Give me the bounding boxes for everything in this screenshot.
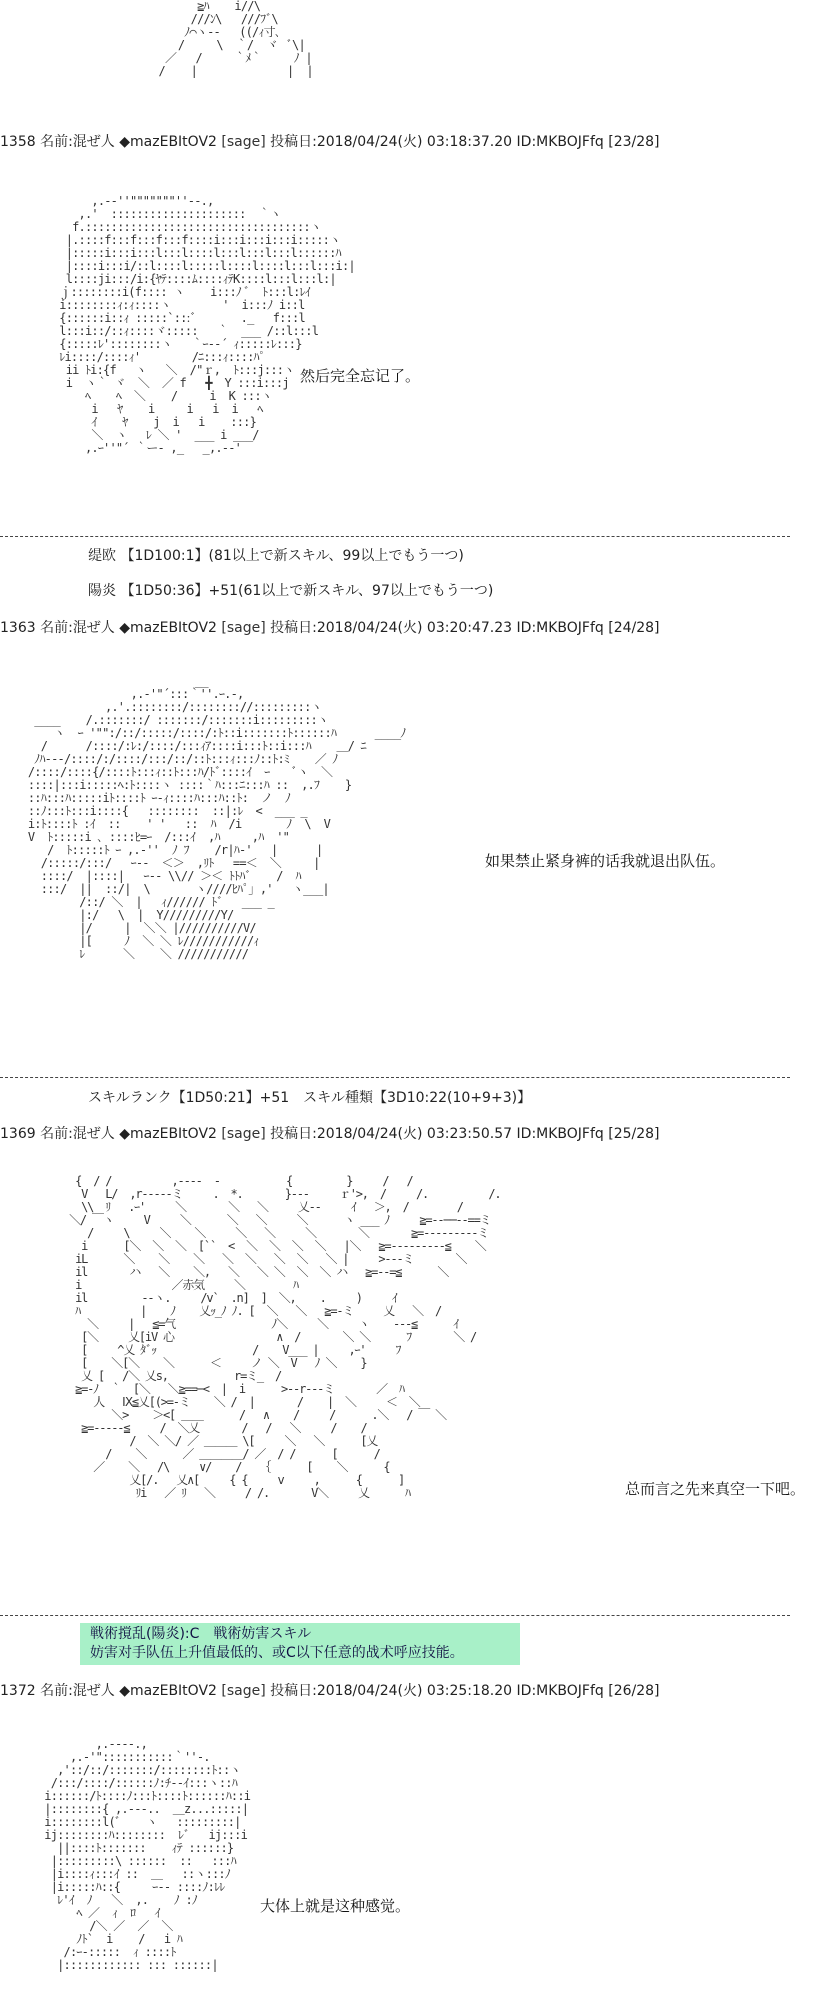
tripcode: ◆mazEBItOV2 bbox=[119, 1683, 217, 1699]
ascii-art-post-1372: ,.-‐‐‐., ,.-'":::::::::::｀''‐. ,'::/::/:::::::/::::::::ﾄ::ヽ /:::/::::/::::::ﾉ:ﾁ-‐ｲ:::ヽ::ﾊ i::::::/ﾄ::::ﾉ:::ﾄ::::ﾄ::::::ﾊ::i |::::::::{ ,.-‐-.. ＿z...:::::| i::::::::l(ﾞ ヽ :::::::::| ij::::::::ﾊ:::::::: ﾚﾞ ij:::i ||::::ﾄ::::::: ｨﾃ ::::::} |:::::::::\ :::::: :: :::ﾊ |i::::ｨ:::ｲ :: ＿ ::ヽ:::ﾉ |i:::::ﾊ::{ ｰ-‐ ::::ﾉ:ﾚﾚ ﾚ'ｲ ﾉ ＼ ,. ﾉ :ﾉ ﾍ ／ ｨ ﾛ ｲ /＼ ／ ／ ＼ ﾉﾄ` i / i ﾊ /:ｰ-::::: ｨ ::::ﾄ |:::::::::::: ::: ::::::| bbox=[44, 1737, 251, 1972]
poster-id: ID:MKBOJFfq bbox=[516, 620, 604, 636]
divider bbox=[0, 1615, 790, 1616]
poster-id: ID:MKBOJFfq bbox=[516, 134, 604, 150]
poster-name: 混ぜ人 bbox=[72, 134, 115, 150]
name-label: 名前: bbox=[40, 620, 73, 636]
name-label: 名前: bbox=[40, 134, 73, 150]
dice-roll-3: スキルランク【1D50:21】+51 スキル種類【3D10:22(10+9+3)】 bbox=[88, 1090, 532, 1106]
ascii-art-post-1369: { / / ,---- - { } / / V L/ ,r-----ミ . *. }--- ｒ'>, / /. /. \\ ﾘ .ｰ' ＼ ＼ ＼ 乂-- ｲ ＞, / / ＼/ ￣ヽ V ＼ ＼ ＼ ＼ ヽ ___ ﾉ ≧=--──--==ミ / \ ＼ ＼ ＼ ＼ ＼ ＼ ≧=---------ミ i [＼ ＼ ＼ [`` < ＼ ＼ ＼ ＼ |＼ ≧=---------≦ ＼ iL ＼ ＼ ＼ ＼ ＼ ＼ ＼ ＼ | >---ミ ＼ il ハ ＼ ＼, ＼ ＼ ＼ ＼ ＼ ハ ≧=--=≦ ＼ i ／赤気 ＼ ﾊ il --ヽ. /v` .n] ] ＼, . ) ｲ ﾊ | ﾉ 乂ｯ_ﾉ ﾉ. [ ＼ ＼ ≧=-ミ 乂 ＼ / ＼ | ≦=气 ﾉ＼ ＼ ヽ ---≦ ｲ [＼ 乂[iV 心 ∧ / ＼ ＼ ﾌ ＼ / [ ^乂 ﾀﾞｯ / V___ | ,ｰ' ﾌ [ ＼[＼ ＼ ＜ ノ ＼ V ﾉ ＼ } 乂 [ /＼ 乂s, r=ミ_ / ≧=-ﾉ ｀ [＼ ＼≧==─< | i >--r---ミ ／ ﾊ 人 Ⅸ≦乂[(>=-ミ ＼ / | / | ＼ ＜ ＼ ＼> ＞<[ ＿＿ / ∧ / / .＼ / ￣ ＼ ≧=-----≦ / ＼乂 / / ＼ / / / ＼ ＼/ ／ ＿＿＿ \[ ＼ ＼ [乂 / ＼ ／ ＿＿＿＿/ ／ / / [ / ／ ＼ /\ ∨/ / ｛ [ ＼ { 乂[/. 乂∧[ { { v , { ] ﾘi ／ ﾘ ＼ / /. V＼ 乂 ﾊ bbox=[69, 1174, 501, 1500]
ascii-art-post-1363: __ ,.-'"´:::｀''.ｰ.-, ,.'.::::::::/:::::::://:::::::::ヽ ____ /.:::::::/ :::::::/:::::::i:::::::::ヽ ヽ ｰ '"":/::/:::::/::::/:ﾄ::i:::::::ﾄ::::::ﾊ ____ﾉ / /::::/:ﾚ:/::::/:::ｨｱ::::i:::ﾄ::i:::ﾊ ＿/ ﾆ ﾉﾊ--‐/::::/:/::::/:::/::/::ﾄ:::ｨ:::ﾉ::ﾄ:ﾐ ／ ﾉ /::::/::::{/::::ﾄ:::ｨ::ﾄ:::ﾊ/ﾄﾞ::::ｲ ｰ ﾞヽ ＼ ::::|:::i:::::ﾍ:ﾄ::::ヽ ::::｀ﾊ:::ﾆ:::ﾊ :: ,.ﾌ } ::ﾊ:::ﾊ:::::iﾄ::::ﾄ ｰ-ｨ::::ﾊ:::ﾊ::ﾄ: ノ ﾉ ::ﾉ:::ﾄ:::i::::{ :::::::: ::|:ﾚ < ___ _ i:ﾄ::::ﾄ :ｲ :: ' ' :: ﾊ /i ﾉ \ V V ﾄ:::::i ､ ::::ﾋ=ｰ /:::ｲ ,ﾊ ,ﾊ '" / ﾄ:::::ﾄ ｰ ,.-'' ﾉ ﾌ /r|ﾊ-' | | /:::::/:::/ ｰ-‐ ＜＞ ,ﾘﾄ ==＜ ＼ | ::::/ |::::| ｰ-‐ \\// ＞＜ ﾄﾄﾊﾞ / ﾊ :::/ || ::/| \ ヽ////ﾋﾊﾟ｣ ,' ヽ___| /::/ ＼ | ｨ////// ﾄﾞ ___ _ |:/ \ | Y/////////Y/ |/ | ＼＼ |//////////V/ |[ ﾉ ＼ ＼ ﾚ///////////ｨ ﾚ ＼ ＼ /////////// bbox=[27, 674, 406, 961]
mail-field: [sage] bbox=[221, 620, 266, 636]
post-header-1358 bbox=[0, 131, 660, 151]
skill-line-2: 妨害对手队伍上升值最低的、或C以下任意的战术呼应技能。 bbox=[90, 1645, 464, 1661]
post-counter: [24/28] bbox=[608, 620, 660, 636]
divider bbox=[0, 536, 790, 537]
poster-name: 混ぜ人 bbox=[72, 620, 115, 636]
poster-name: 混ぜ人 bbox=[72, 1126, 115, 1142]
poster-id: ID:MKBOJFfq bbox=[516, 1683, 604, 1699]
post-number: 1363 bbox=[0, 620, 36, 636]
mail-field: [sage] bbox=[221, 1126, 266, 1142]
dialogue-1372: 大体上就是这种感觉。 bbox=[260, 1897, 411, 1915]
dice-roll-1: 缇欧 【1D100:1】(81以上で新スキル、99以上でもう一つ) bbox=[88, 548, 464, 564]
poster-id: ID:MKBOJFfq bbox=[516, 1126, 604, 1142]
post-counter: [25/28] bbox=[608, 1126, 660, 1142]
post-date: 2018/04/24(火) 03:18:37.20 bbox=[316, 134, 513, 150]
post-date: 2018/04/24(火) 03:23:50.57 bbox=[316, 1126, 513, 1142]
date-label: 投稿日: bbox=[270, 1683, 317, 1699]
divider bbox=[0, 1077, 790, 1078]
skill-description-box bbox=[80, 1623, 520, 1665]
dialogue-1363: 如果禁止紧身裤的话我就退出队伍。 bbox=[485, 852, 726, 870]
date-label: 投稿日: bbox=[270, 134, 317, 150]
tripcode: ◆mazEBItOV2 bbox=[119, 1126, 217, 1142]
post-number: 1369 bbox=[0, 1126, 36, 1142]
post-date: 2018/04/24(火) 03:25:18.20 bbox=[316, 1683, 513, 1699]
mail-field: [sage] bbox=[221, 134, 266, 150]
date-label: 投稿日: bbox=[270, 1126, 317, 1142]
post-number: 1372 bbox=[0, 1683, 36, 1699]
mail-field: [sage] bbox=[221, 1683, 266, 1699]
dialogue-1369: 总而言之先来真空一下吧。 bbox=[625, 1480, 806, 1498]
post-counter: [26/28] bbox=[608, 1683, 660, 1699]
post-header-1369 bbox=[0, 1123, 660, 1143]
poster-name: 混ぜ人 bbox=[72, 1683, 115, 1699]
ascii-art-post-1358: ,.-‐''"""""""''‐-., ,.' ::::::::::::::::::::: ｀ヽ f.:::::::::::::::::::::::::::::::::::ヽ |.::::f:::f:::f:::f::::i:::i:::i:::i:::::ヽ |:::::i:::i:::l:::l::::l:::l:::l:::l::::::ﾊ |::::i:::i/::l::::l:::::l::::l::::l:::l:::i:| l::::ji:::/i:{ﾔﾃ::::ﾑ::::ｨﾃK::::l:::l:::l:| ｊ::::::::i(f:::: ヽ i:::ﾉ ﾞ ﾄ:::l:ﾚｲ i::::::::ｨ:ｨ::::ヽ ' i:::ﾉ i::l {::::::i::ｨ :::::`:::ﾞ ._ f:::l l:::i::/::ｨ::::ヾ::::: ｀ ___ /::l:::l {:::::ﾚ'::::::::ヽ ｀ｰ-‐´ ｨ:::::ﾚ:::} ﾚi::::/::::ｨ' /ﾆ:::ｨ::::ﾊﾟ ii ﾄi:{f ヽ ＼ /"ｒ, ﾄ:::j:::ヽ i ヽ｀ ヾ ＼ ／ f ╋ Y :::i:::j ﾍ ﾍ ＼ / i K :::ヽ i ﾔ i i i i ﾍ ｲ ﾔ j i i :::} ＼ ヽ ﾚ ＼ ' ___ i ___/ ,.ｰ''"´ ｀ー- ,_ _,.-‐' bbox=[59, 194, 355, 455]
ascii-art-top: ≧ﾊ i//\ ///ﾝ\ ///ﾌﾞ\ ﾉ⌒ヽ-- ((/ｨ寸､ / \ ｀/ ヾ ﾞ\| ／ / ｀ﾒ｀ ﾉ | / | | | bbox=[158, 0, 313, 78]
name-label: 名前: bbox=[40, 1126, 73, 1142]
post-number: 1358 bbox=[0, 134, 36, 150]
tripcode: ◆mazEBItOV2 bbox=[119, 620, 217, 636]
post-counter: [23/28] bbox=[608, 134, 660, 150]
post-header-1363 bbox=[0, 617, 660, 637]
dice-roll-2: 陽炎 【1D50:36】+51(61以上で新スキル、97以上でもう一つ) bbox=[88, 583, 494, 599]
tripcode: ◆mazEBItOV2 bbox=[119, 134, 217, 150]
post-date: 2018/04/24(火) 03:20:47.23 bbox=[316, 620, 513, 636]
skill-line-1: 戦術撹乱(陽炎):C 戦術妨害スキル bbox=[90, 1626, 312, 1642]
name-label: 名前: bbox=[40, 1683, 73, 1699]
dialogue-1358: 然后完全忘记了。 bbox=[300, 367, 421, 385]
date-label: 投稿日: bbox=[270, 620, 317, 636]
post-header-1372 bbox=[0, 1680, 660, 1700]
